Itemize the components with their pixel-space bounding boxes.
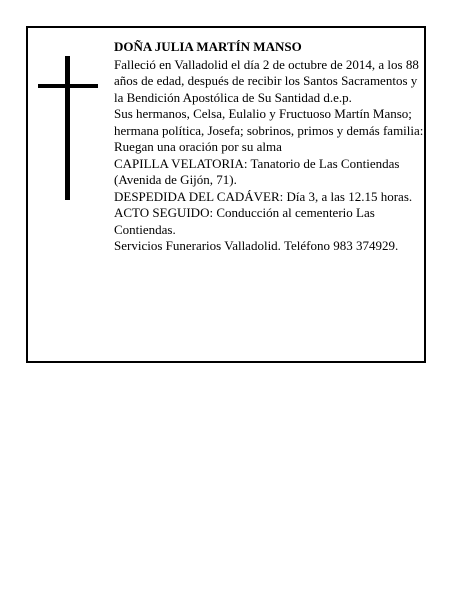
farewell-time: DESPEDIDA DEL CADÁVER: Día 3, a las 12.15 horas. — [114, 188, 413, 204]
cross-icon — [38, 56, 98, 200]
cross-vertical-bar — [65, 56, 70, 200]
wake-location: CAPILLA VELATORIA: Tanatorio de Las Contiendas (Avenida de Gijón, 71). — [114, 155, 400, 187]
family-members: Sus hermanos, Celsa, Eulalio y Fructuoso Martín Manso; hermana política, Josefa; sobrinos, primos y demás familia: — [114, 106, 424, 138]
cross-horizontal-bar — [38, 84, 98, 88]
notice-text — [114, 39, 424, 255]
deceased-name: DOÑA JULIA MARTÍN MANSO — [114, 39, 302, 54]
burial-procession: ACTO SEGUIDO: Conducción al cementerio Las Contiendas. — [114, 205, 375, 237]
prayer-request: Ruegan una oración por su alma — [114, 139, 282, 154]
death-announcement: Falleció en Valladolid el día 2 de octubre de 2014, a los 88 años de edad, después de recibir los Santos Sacramentos y la Bendición Apostólica de Su Santidad d.e.p. — [114, 56, 419, 105]
obituary-notice — [26, 26, 426, 363]
funeral-services-contact: Servicios Funerarios Valladolid. Teléfono 983 374929. — [114, 238, 399, 253]
